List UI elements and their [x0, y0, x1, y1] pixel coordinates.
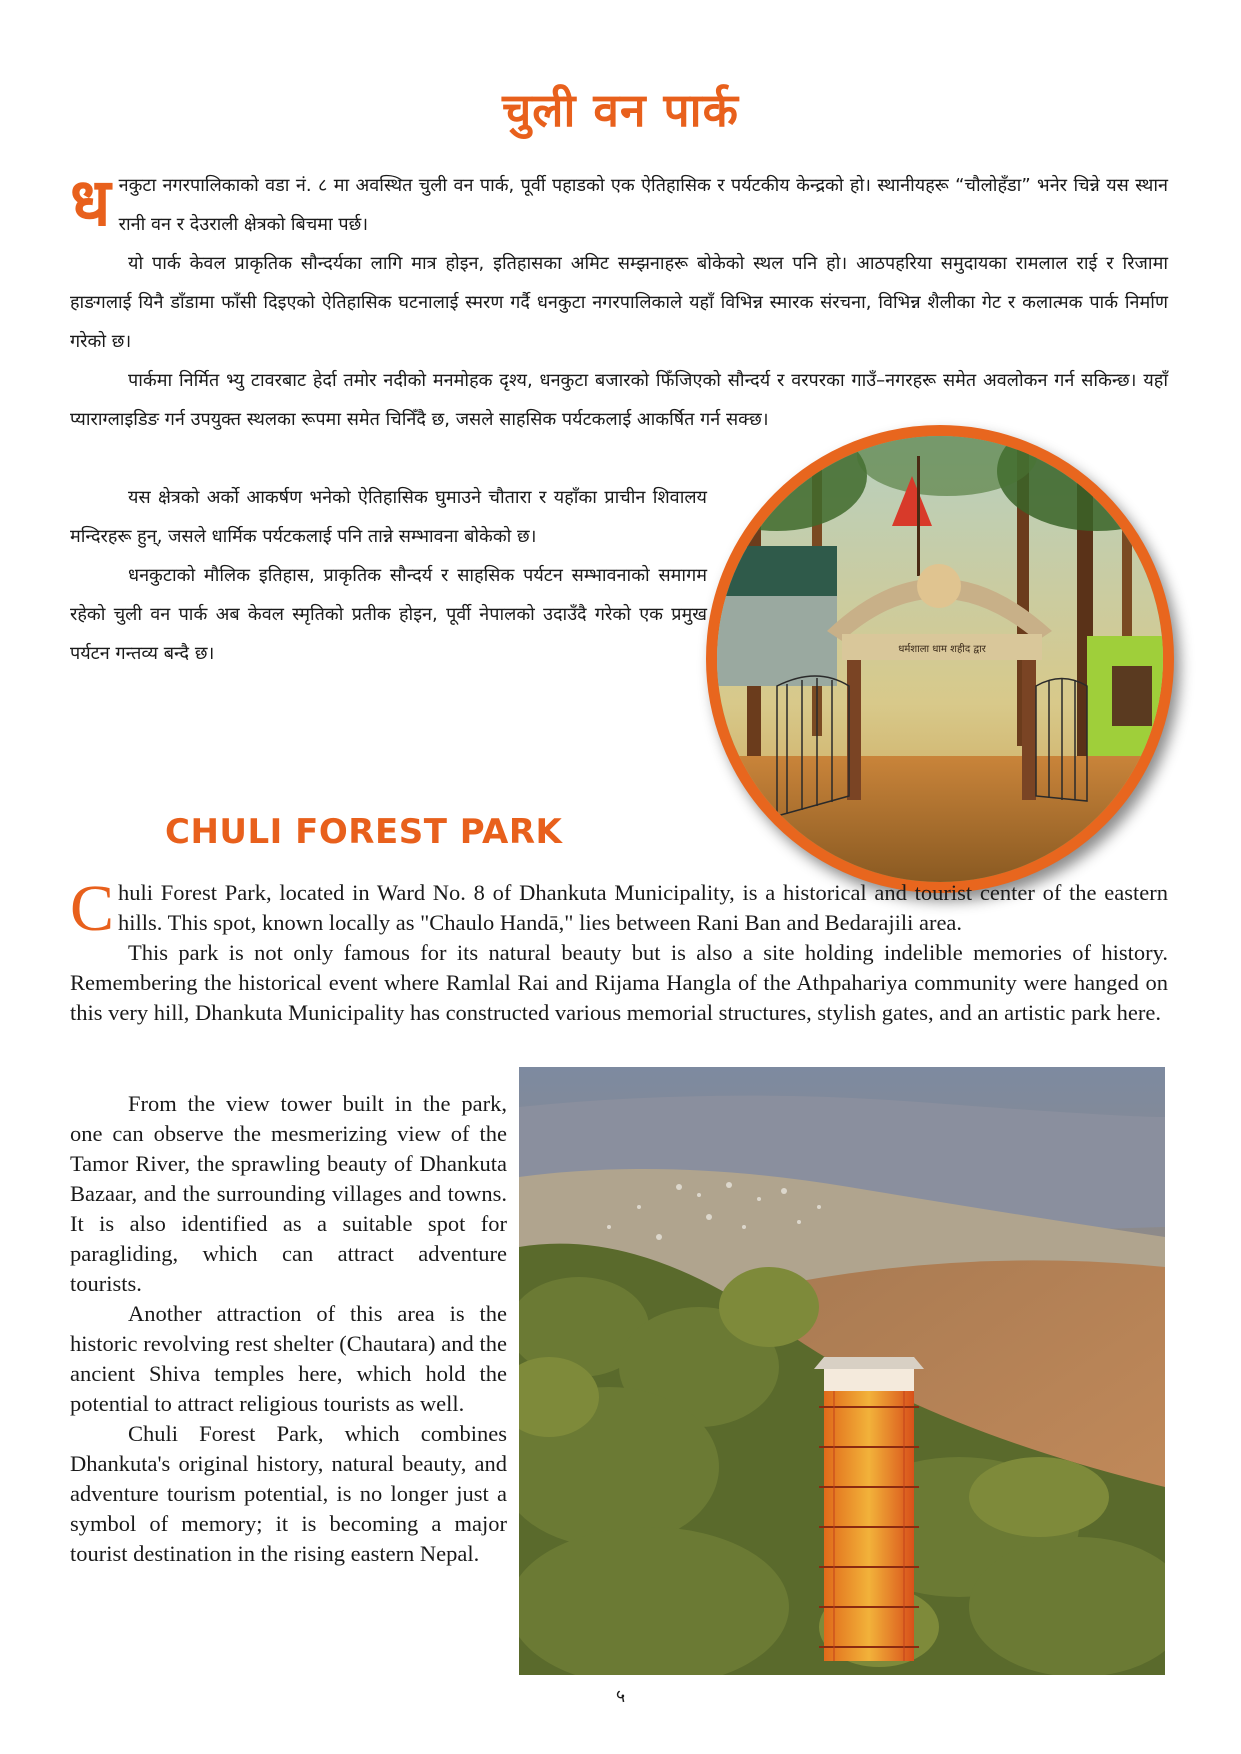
- english-body-bottom: [70, 1089, 507, 1569]
- gate-sign-text: धर्मशाला धाम शहीद द्वार: [898, 644, 986, 655]
- nepali-paragraph-1: धनकुटा नगरपालिकाको वडा नं. ८ मा अवस्थित चुली वन पार्क, पूर्वी पहाडको एक ऐतिहासिक र पर्यटकीय केन्द्रको हो। स्थानीयहरू “चौलोहँडा” भनेर चिन्ने यस स्थान रानी वन र देउराली क्षेत्रको बिचमा पर्छ।: [70, 164, 1168, 241]
- view-tower-photo: [519, 1067, 1165, 1675]
- nepali-title: चुली वन पार्क: [502, 83, 739, 137]
- english-paragraph-5: Chuli Forest Park, which combines Dhankuta's original history, natural beauty, and adventure tourism potential, is no longer just a symbol of memory; it is becoming a major tourist destination in the rising eastern Nepal.: [70, 1421, 507, 1566]
- english-paragraph-2: This park is not only famous for its natural beauty but is also a site holding indelible memories of history. Remembering the historical event where Ramlal Rai and Rijama Hangla of the Athpahariya community were hanged on this very hill, Dhankuta Municipality has constructed various memorial structures, stylish gates, and an artistic park here.: [70, 940, 1168, 1025]
- nepali-paragraph-3: पार्कमा निर्मित भ्यु टावरबाट हेर्दा तमोर नदीको मनमोहक दृश्य, धनकुटा बजारको फिँजिएको सौन्दर्य र वरपरका गाउँ–नगरहरू समेत अवलोकन गर्न सकिन्छ। यहाँ प्याराग्लाइडिङ गर्न उपयुक्त स्थलका रूपमा समेत चिनिँदै छ, जसले साहसिक पर्यटकलाई आकर्षित गर्न सक्छ।: [70, 370, 1168, 430]
- english-title: CHULI FOREST PARK: [165, 812, 563, 852]
- nepali-body-middle: [70, 361, 1168, 439]
- page-number: ५: [615, 1686, 626, 1707]
- nepali-paragraph-5: धनकुटाको मौलिक इतिहास, प्राकृतिक सौन्दर्य र साहसिक पर्यटन सम्भावनाको समागम रहेको चुली वन पार्क अब केवल स्मृतिको प्रतीक होइन, पूर्वी नेपालको उदाउँदै गरेको एक प्रमुख पर्यटन गन्तव्य बन्दै छ।: [70, 565, 707, 664]
- nepali-paragraph-4: यस क्षेत्रको अर्को आकर्षण भनेको ऐतिहासिक घुमाउने चौतारा र यहाँका प्राचीन शिवालय मन्दिरहरू हुन्, जसले धार्मिक पर्यटकलाई पनि तान्ने सम्भावना बोकेको छ।: [70, 487, 707, 547]
- english-paragraph-4: Another attraction of this area is the historic revolving rest shelter (Chautara) and the ancient Shiva temples here, which hold the potential to attract religious tourists as well.: [70, 1301, 507, 1416]
- english-paragraph-1: Chuli Forest Park, located in Ward No. 8 of Dhankuta Municipality, is a historical and tourist center of the eastern hills. This spot, known locally as "Chaulo Handā," lies between Rani Ban and Bedarajili area.: [70, 872, 1168, 945]
- park-gate-photo: [706, 425, 1174, 893]
- nepali-body-bottom: [70, 478, 707, 673]
- english-paragraph-3: From the view tower built in the park, one can observe the mesmerizing view of the Tamor River, the sprawling beauty of Dhankuta Bazaar, and the surrounding villages and towns. It is also identified as a suitable spot for paragliding, which can attract adventure tourists.: [70, 1091, 507, 1296]
- nepali-body-top: [70, 166, 1168, 361]
- english-dropcap: C: [70, 872, 115, 945]
- english-body-top: [70, 872, 1168, 1028]
- nepali-dropcap: ध: [70, 164, 111, 241]
- nepali-paragraph-2: यो पार्क केवल प्राकृतिक सौन्दर्यका लागि मात्र होइन, इतिहासका अमिट सम्झनाहरू बोकेको स्थल पनि हो। आठपहरिया समुदायका रामलाल राई र रिजामा हाङगलाई यिनै डाँडामा फाँसी दिइएको ऐतिहासिक घटनालाई स्मरण गर्दै धनकुटा नगरपालिकाले यहाँ विभिन्न स्मारक संरचना, विभिन्न शैलीका गेट र कलात्मक पार्क निर्माण गरेको छ।: [70, 253, 1168, 352]
